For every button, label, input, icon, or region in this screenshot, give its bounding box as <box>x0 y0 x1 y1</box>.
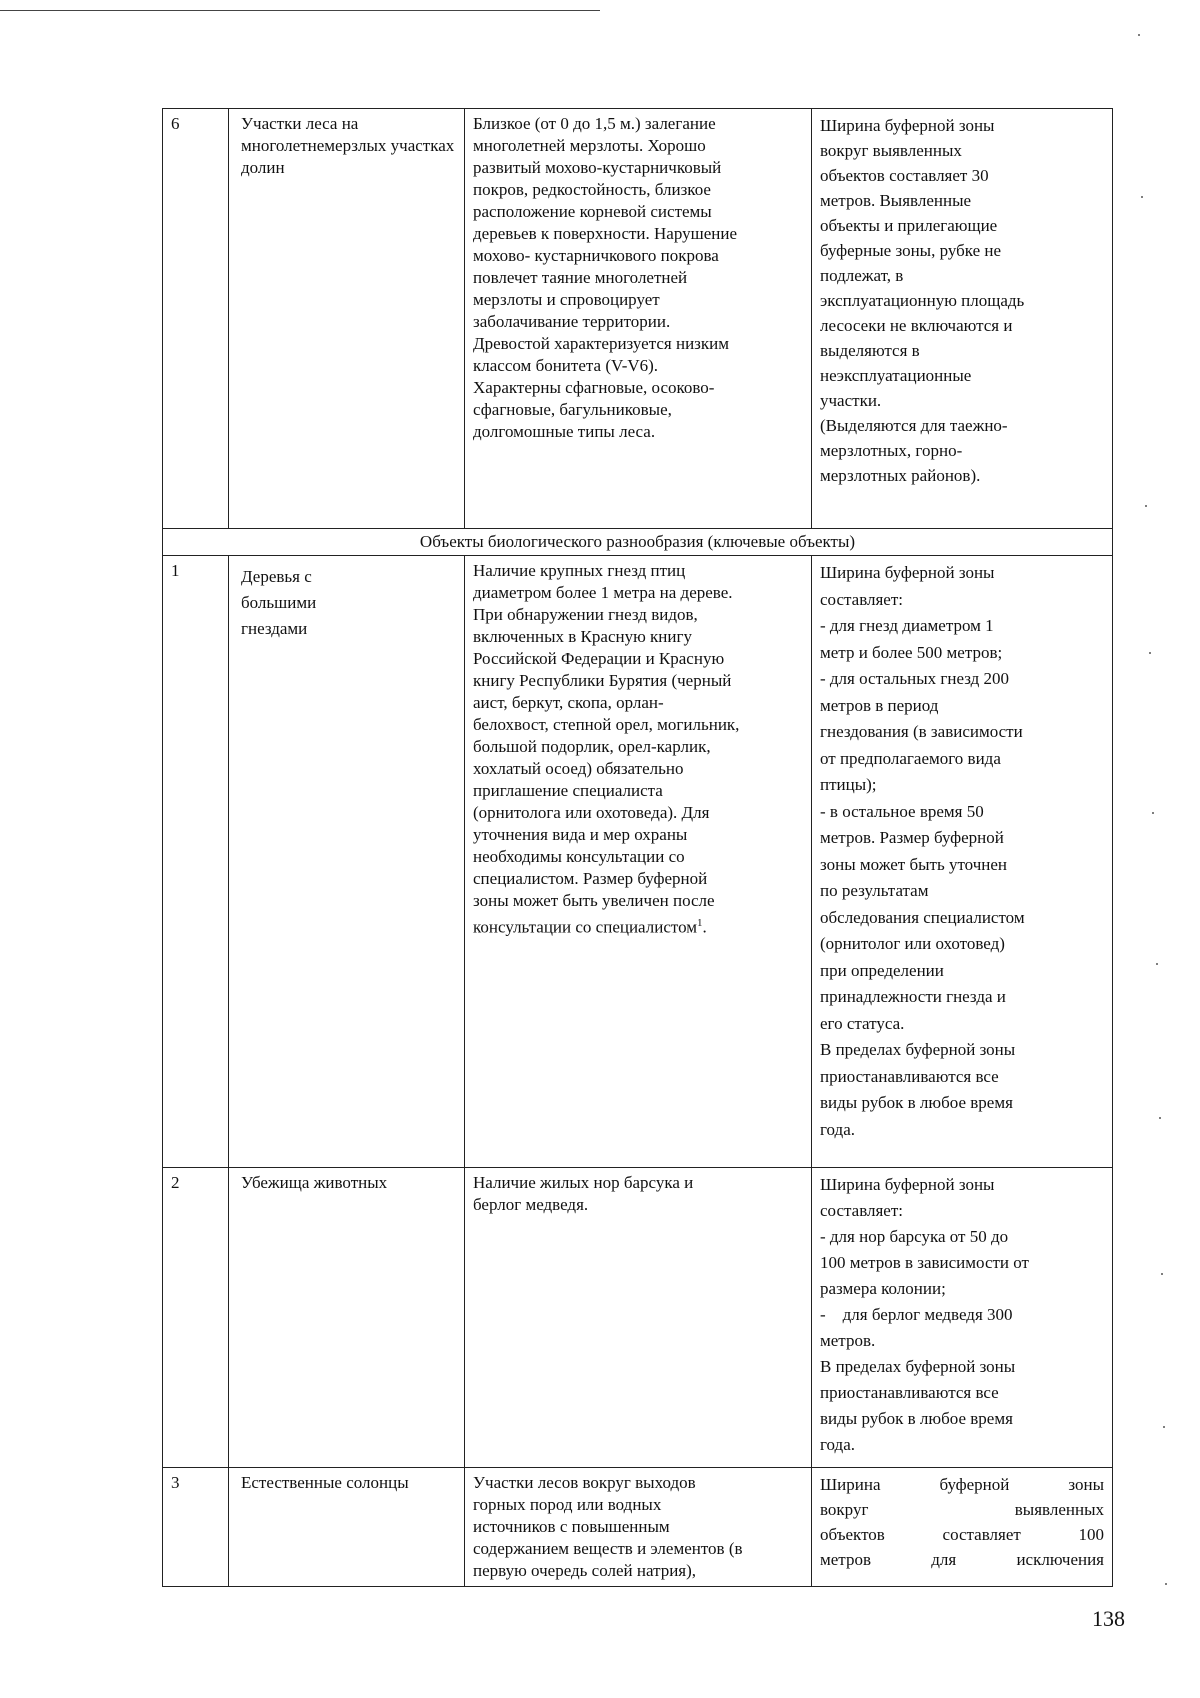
text-line: классом бонитета (V-V6). <box>473 356 659 375</box>
text-line: большой подорлик, орел-карлик, <box>473 737 711 756</box>
text-line: 100 метров в зависимости от <box>820 1253 1029 1272</box>
text-line: виды рубок в любое время <box>820 1093 1013 1112</box>
text-line: мохово- кустарничкового покрова <box>473 246 719 265</box>
text-line: птицы); <box>820 775 877 794</box>
text-line: мерзлотных, горно- <box>820 441 963 460</box>
object-name: Участки леса на многолетнемерзлых участках долин <box>229 109 465 529</box>
text-line: Ширина буферной зоны <box>820 116 995 135</box>
text-line: составляет: <box>820 589 903 609</box>
text-line: большими <box>241 593 317 612</box>
text-line: метров. <box>820 1331 876 1350</box>
object-name <box>229 556 465 1168</box>
row-number: 6 <box>163 109 229 529</box>
text-line: аист, беркут, скопа, орлан- <box>473 693 664 712</box>
text-line: по результатам <box>820 881 929 900</box>
scan-speck <box>1152 812 1154 814</box>
table-row <box>163 109 1113 529</box>
section-header-row <box>163 529 1113 556</box>
text-line: деревьев к поверхности. Нарушение <box>473 224 737 243</box>
text-line: зоны может быть увеличен после <box>473 891 715 910</box>
page-number: 138 <box>1092 1606 1125 1631</box>
text-line: его статуса. <box>820 1013 905 1033</box>
row-number: 1 <box>163 556 229 1168</box>
footnote-tail: . <box>702 917 707 937</box>
text-line: объекты и прилегающие <box>820 216 998 235</box>
text-line: диаметром более 1 метра на дереве. <box>473 583 733 602</box>
text-line: виды рубок в любое время <box>820 1409 1013 1428</box>
text-line: При обнаружении гнезд видов, <box>473 605 698 624</box>
text-line: метров. Размер буферной <box>820 828 1004 847</box>
text-line: от предполагаемого вида <box>820 748 1001 768</box>
text-line: вокруг выявленных <box>820 141 962 160</box>
text-line: необходимы консультации со <box>473 847 685 866</box>
row-number: 3 <box>163 1468 229 1587</box>
object-description <box>465 556 812 1168</box>
text-line: покров, редкостойность, близкое <box>473 180 711 199</box>
text-line: Характерны сфагновые, осоково- <box>473 378 715 397</box>
text-line: объектов составляет 100 <box>820 1525 1104 1544</box>
text-line: берлог медведя. <box>473 1195 589 1214</box>
text-line: - в остальное время 50 <box>820 801 984 821</box>
table-row <box>163 1168 1113 1468</box>
text-line: В пределах буферной зоны <box>820 1357 1016 1376</box>
table-row <box>163 556 1113 1168</box>
text-line: книгу Республики Бурятия (черный <box>473 671 732 690</box>
text-line: принадлежности гнезда и <box>820 987 1006 1006</box>
description-body <box>473 560 803 939</box>
text-line: содержанием веществ и элементов (в <box>473 1539 743 1558</box>
text-line: специалистом. Размер буферной <box>473 869 708 888</box>
text-line: развитый мохово-кустарничковый <box>473 158 722 177</box>
text-line: долгомошные типы леса. <box>473 422 656 441</box>
text-line: года. <box>820 1435 856 1454</box>
text-line: приглашение специалиста <box>473 781 663 800</box>
scan-speck <box>1145 505 1147 507</box>
buffer-zone-rule <box>812 556 1113 1168</box>
buffer-zone-rule <box>812 109 1113 529</box>
scan-speck <box>1149 652 1151 654</box>
section-title: Объекты биологического разнообразия (ключевые объекты) <box>163 529 1113 556</box>
text-line: неэксплуатационные <box>820 366 972 385</box>
text-line: - для нор барсука от 50 до <box>820 1227 1009 1246</box>
text-line: гнездования (в зависимости <box>820 722 1023 741</box>
buffer-zone-table <box>162 108 1113 1587</box>
text-line: метров для исключения <box>820 1550 1104 1569</box>
text-line: участки. <box>820 391 882 410</box>
text-line: объектов составляет 30 <box>820 166 989 185</box>
text-line: составляет: <box>820 1201 903 1220</box>
text-line: Наличие крупных гнезд птиц <box>473 561 686 580</box>
object-description <box>465 1468 812 1587</box>
object-description <box>465 109 812 529</box>
text-line: вокруг выявленных <box>820 1500 1104 1519</box>
object-description <box>465 1168 812 1468</box>
text-line: метров. Выявленные <box>820 191 972 210</box>
text-line: Деревья с <box>241 567 312 586</box>
text-line: приостанавливаются все <box>820 1066 999 1086</box>
text-line: сфагновые, багульниковые, <box>473 400 672 419</box>
table-row <box>163 1468 1113 1587</box>
text-line: повлечет таяние многолетней <box>473 268 688 287</box>
text-line: Ширина буферной зоны <box>820 1475 1104 1494</box>
text-line: обследования специалистом <box>820 907 1025 927</box>
text-line: Ширина буферной зоны <box>820 1175 995 1194</box>
text-line: Наличие жилых нор барсука и <box>473 1173 694 1192</box>
text-line: - для берлог медведя 300 <box>820 1305 1013 1324</box>
text-line: горных пород или водных <box>473 1495 662 1514</box>
text-line: В пределах буферной зоны <box>820 1040 1016 1059</box>
text-line: лесосеки не включаются и <box>820 316 1013 335</box>
text-line: (Выделяются для таежно- <box>820 416 1008 435</box>
text-line: метров в период <box>820 695 939 715</box>
scan-speck <box>1161 1273 1163 1275</box>
scan-edge-line <box>0 10 600 11</box>
scan-speck <box>1156 963 1158 965</box>
scan-speck <box>1165 1583 1167 1585</box>
text-line: - для остальных гнезд 200 <box>820 669 1010 688</box>
text-line: мерзлотных районов). <box>820 466 981 485</box>
text-line: многолетней мерзлоты. Хорошо <box>473 136 706 155</box>
text-line: Ширина буферной зоны <box>820 563 995 582</box>
text-line: эксплуатационную площадь <box>820 291 1025 310</box>
text-line: выделяются в <box>820 341 920 360</box>
text-line: консультации со специалистом$^1$. <box>473 917 707 937</box>
footnote-marker: 1 <box>697 917 703 929</box>
text-line: мерзлоты и спровоцирует <box>473 290 660 309</box>
text-line: приостанавливаются все <box>820 1383 999 1402</box>
text-line: года. <box>820 1119 856 1139</box>
text-line: подлежат, в <box>820 266 904 285</box>
scan-speck <box>1138 34 1140 36</box>
scan-speck <box>1163 1426 1165 1428</box>
text-line: расположение корневой системы <box>473 202 712 221</box>
text-line: зоны может быть уточнен <box>820 854 1008 874</box>
object-name <box>229 1168 465 1468</box>
text-line: заболачивание территории. <box>473 312 671 331</box>
text-line: (орнитолог или охотовед) <box>820 934 1005 953</box>
buffer-zone-rule <box>812 1168 1113 1468</box>
text-line: Естественные солонцы <box>241 1473 409 1492</box>
text-line: хохлатый осоед) обязательно <box>473 759 684 778</box>
text-line: гнездами <box>241 619 308 638</box>
text-line: буферные зоны, рубке не <box>820 241 1002 260</box>
row-number: 2 <box>163 1168 229 1468</box>
text-line: - для гнезд диаметром 1 <box>820 616 994 635</box>
text-line: Убежища животных <box>241 1173 388 1192</box>
text-line: Древостой характеризуется низким <box>473 334 730 353</box>
text-line: включенных в Красную книгу <box>473 627 692 646</box>
scan-speck <box>1141 196 1143 198</box>
buffer-zone-rule <box>812 1468 1113 1587</box>
text-line: (орнитолога или охотоведа). Для <box>473 803 710 822</box>
text-line: метр и более 500 метров; <box>820 642 1003 662</box>
document-page <box>162 108 1112 1587</box>
text-line: Участки лесов вокруг выходов <box>473 1473 696 1492</box>
text-line: уточнения вида и мер охраны <box>473 825 688 844</box>
text-line: Близкое (от 0 до 1,5 м.) залегание <box>473 114 716 133</box>
text-line: источников с повышенным <box>473 1517 670 1536</box>
text-line: белохвост, степной орел, могильник, <box>473 715 740 734</box>
text-line: при определении <box>820 960 944 980</box>
object-name <box>229 1468 465 1587</box>
text-line: Российской Федерации и Красную <box>473 649 725 668</box>
scan-speck <box>1159 1117 1161 1119</box>
text-line: размера колонии; <box>820 1279 946 1298</box>
text-line: первую очередь солей натрия), <box>473 1561 697 1580</box>
